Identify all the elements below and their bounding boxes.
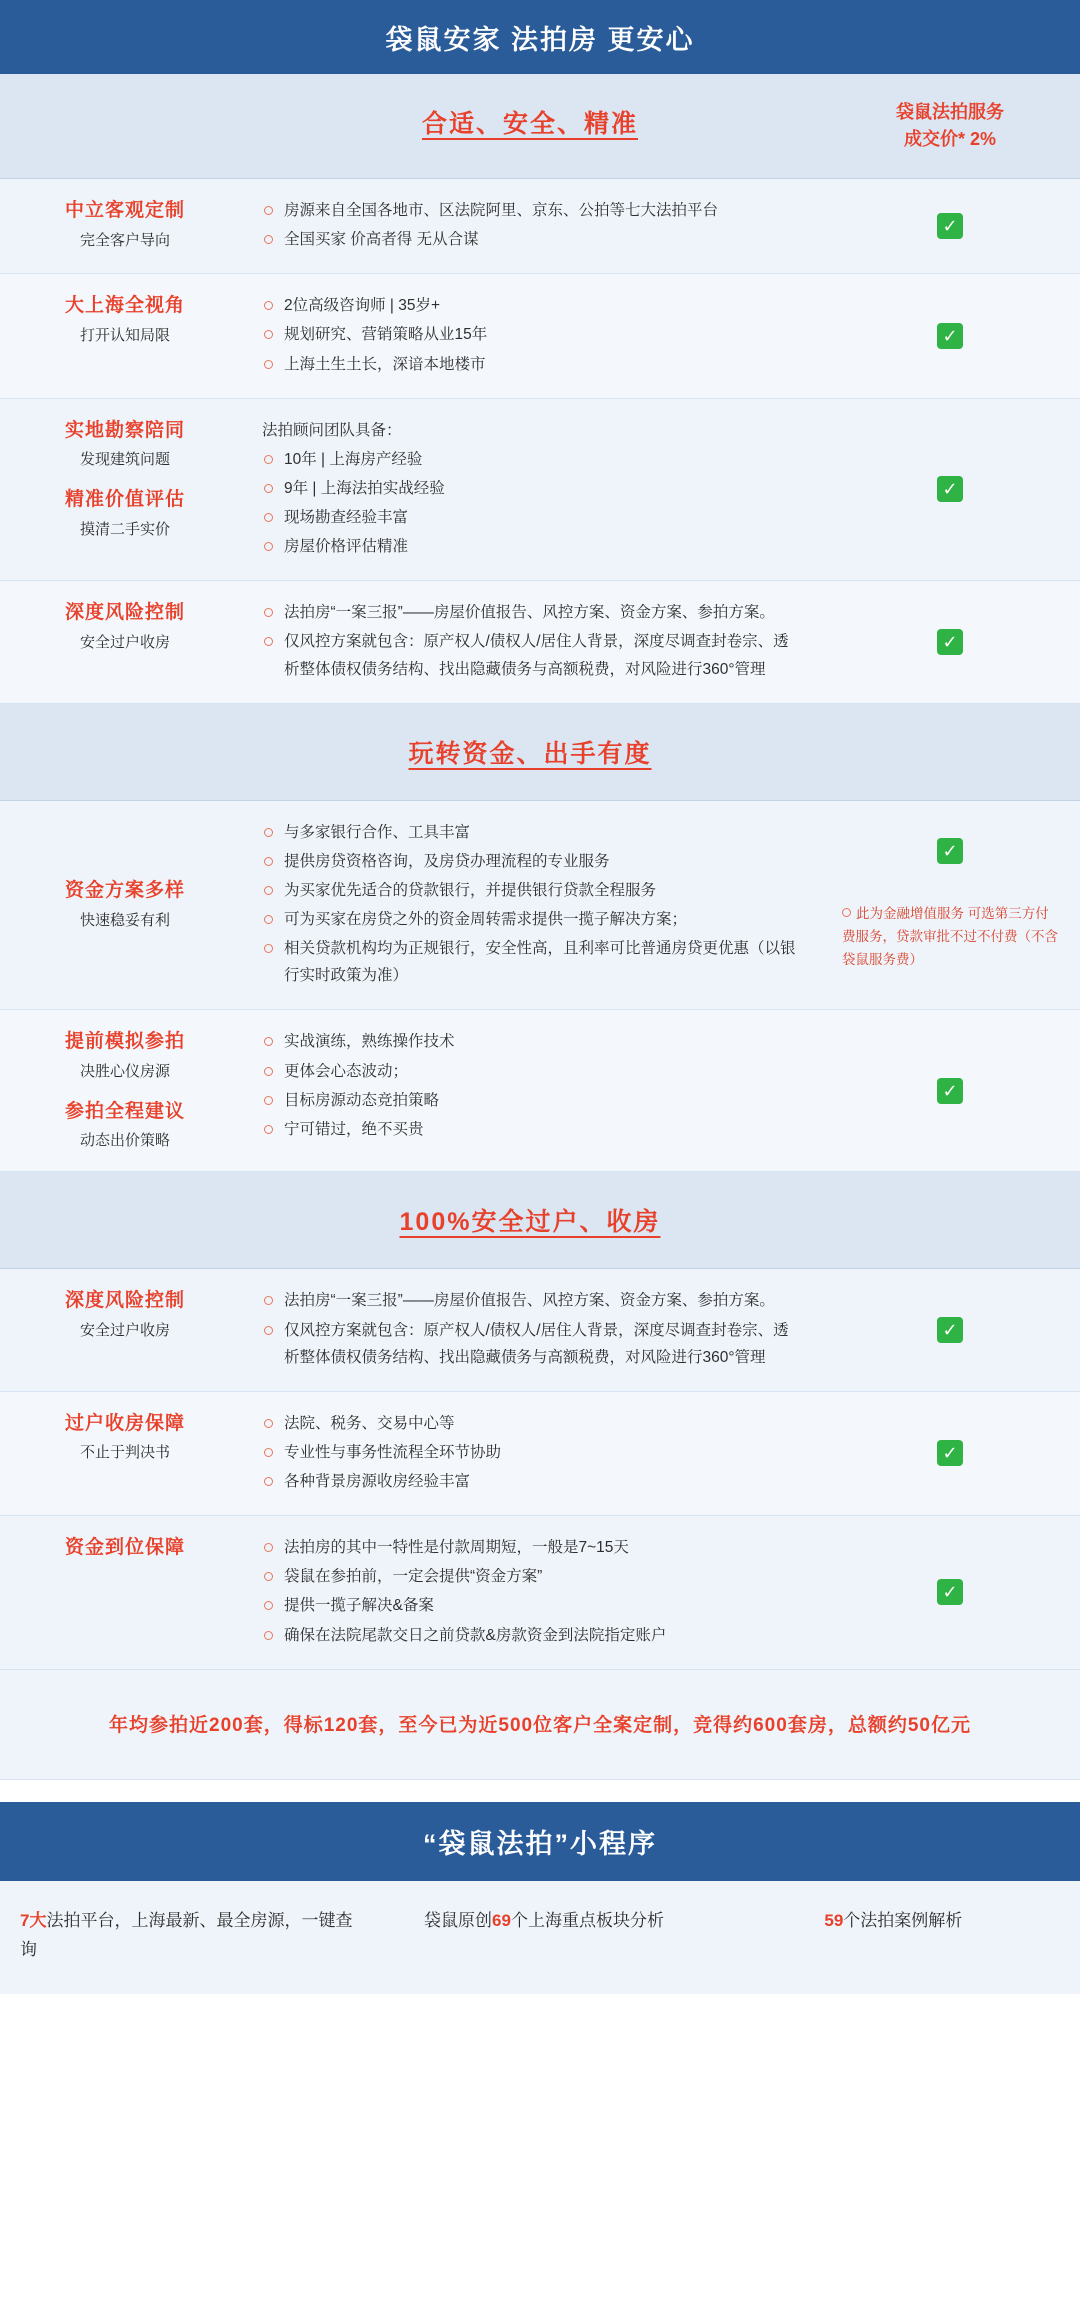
label-main: 实地勘察陪同 xyxy=(64,419,185,441)
list-item: 法拍房的其中一特性是付款周期短，一般是7~15天 xyxy=(262,1534,802,1561)
label-sub: 不止于判决书 xyxy=(79,1444,170,1462)
list-item: 提供一揽子解决&备案 xyxy=(262,1592,802,1619)
bullet-list xyxy=(262,1287,802,1370)
list-item: 房源来自全国各地市、区法院阿里、京东、公拍等七大法拍平台 xyxy=(262,197,802,224)
list-item: 法院、税务、交易中心等 xyxy=(262,1410,802,1437)
row-label-cell xyxy=(0,801,240,1011)
check-icon: ✓ xyxy=(937,323,963,349)
label-block xyxy=(20,1098,230,1154)
footer-platform-text: 法拍平台，上海最新、最全房源，一键查询 xyxy=(20,1910,353,1959)
list-item: 规划研究、营销策略从业15年 xyxy=(262,321,802,348)
label-block xyxy=(20,486,230,542)
bullet-list xyxy=(262,1534,802,1649)
check-icon: ✓ xyxy=(937,213,963,239)
check-icon: ✓ xyxy=(937,476,963,502)
check-icon: ✓ xyxy=(937,629,963,655)
table-row xyxy=(0,179,1080,274)
miniprogram-banner: “袋鼠法拍”小程序 xyxy=(0,1802,1080,1881)
table-row xyxy=(0,1269,1080,1391)
label-main: 中立客观定制 xyxy=(64,200,185,221)
label-sub: 决胜心仪房源 xyxy=(79,1062,170,1080)
row-content-cell xyxy=(240,1516,820,1670)
list-item: 为买家优先适合的贷款银行，并提供银行贷款全程服务 xyxy=(262,877,802,904)
list-item: 2位高级咨询师 | 35岁+ xyxy=(262,292,802,319)
label-sub: 完全客户导向 xyxy=(79,231,170,249)
row-label-cell xyxy=(0,399,240,582)
bullet-list xyxy=(262,819,802,904)
row-label-cell xyxy=(0,1516,240,1670)
bullet-list xyxy=(262,1410,802,1495)
row-content-cell xyxy=(240,399,820,582)
list-item: 可为买家在房贷之外的资金周转需求提供一揽子解决方案； xyxy=(262,906,802,933)
table-row xyxy=(0,581,1080,703)
row-check-cell xyxy=(820,1516,1080,1670)
table-row xyxy=(0,1516,1080,1670)
label-block xyxy=(20,599,230,655)
label-main: 资金到位保障 xyxy=(64,1537,185,1559)
label-block xyxy=(20,197,230,253)
content-lead: 法拍顾问团队具备： xyxy=(262,421,402,439)
list-item: 相关贷款机构均为正规银行，安全性高，且利率可比普通房贷更优惠（以银行实时政策为准） xyxy=(262,935,802,989)
band3-left-spacer xyxy=(0,1172,240,1269)
label-main: 深度风险控制 xyxy=(64,1290,185,1312)
label-main: 参拍全程建议 xyxy=(64,1100,185,1122)
bullet-list-secondary xyxy=(262,906,802,989)
check-icon: ✓ xyxy=(937,838,963,864)
list-item: 10年 | 上海房产经验 xyxy=(262,446,802,473)
footer-blocks-pre: 袋鼠原创 xyxy=(424,1910,493,1930)
list-item: 专业性与事务性流程全环节协助 xyxy=(262,1439,802,1466)
row-content-cell xyxy=(240,1269,820,1391)
table-row xyxy=(0,399,1080,582)
label-sub: 动态出价策略 xyxy=(79,1132,170,1150)
list-item: 仅风控方案就包含：原产权人/债权人/居住人背景，深度尽调查封卷宗、透析整体债权债务结构、找出隐藏债务与高额税费，对风险进行360°管理 xyxy=(262,628,802,682)
footer-cases-post: 个法拍案例解析 xyxy=(843,1910,963,1930)
section-header-1 xyxy=(0,74,1080,179)
band1-left-spacer xyxy=(0,74,240,179)
band2-title: 玩转资金、出手有度 xyxy=(240,704,820,801)
list-item: 宁可错过，绝不买贵 xyxy=(262,1116,802,1143)
row-label-cell xyxy=(0,1392,240,1516)
note-text: 此为金融增值服务 可选第三方付费服务，贷款审批不过不付费（不含袋鼠服务费） xyxy=(842,906,1058,967)
row-check-cell xyxy=(820,179,1080,274)
table-row xyxy=(0,801,1080,1011)
row-check-cell xyxy=(820,1010,1080,1172)
label-sub: 发现建筑问题 xyxy=(79,451,170,469)
label-block xyxy=(20,877,230,933)
row-content-cell xyxy=(240,1010,820,1172)
row-check-cell xyxy=(820,1392,1080,1516)
row-label-cell xyxy=(0,179,240,274)
footer-cell-blocks xyxy=(369,1907,718,1965)
bullet-list xyxy=(262,1028,802,1143)
label-main: 提前模拟参拍 xyxy=(64,1031,185,1053)
label-main: 精准价值评估 xyxy=(64,489,185,511)
row-label-cell xyxy=(0,1269,240,1391)
label-sub: 摸清二手实价 xyxy=(79,520,170,538)
list-item: 9年 | 上海法拍实战经验 xyxy=(262,475,802,502)
label-main: 资金方案多样 xyxy=(64,880,185,902)
footer-blocks-post: 个上海重点板块分析 xyxy=(510,1910,664,1930)
note-bullet-icon xyxy=(842,908,851,917)
row-label-cell xyxy=(0,274,240,398)
price-note-line2: 成交价* 2% xyxy=(903,129,997,149)
row-content-cell xyxy=(240,179,820,274)
table-row xyxy=(0,1392,1080,1516)
row-content-cell xyxy=(240,581,820,703)
bullet-list xyxy=(262,292,802,377)
row-content-cell xyxy=(240,1392,820,1516)
row-content-cell xyxy=(240,801,820,1011)
row-content-cell xyxy=(240,274,820,398)
label-block xyxy=(20,1534,230,1563)
row-label-cell xyxy=(0,581,240,703)
band3-right-spacer xyxy=(820,1172,1080,1269)
label-sub: 安全过户收房 xyxy=(79,1321,170,1339)
list-item: 目标房源动态竞拍策略 xyxy=(262,1087,802,1114)
list-item: 提供房贷资格咨询，及房贷办理流程的专业服务 xyxy=(262,848,802,875)
price-note-line1: 袋鼠法拍服务 xyxy=(896,102,1004,122)
check-icon: ✓ xyxy=(937,1078,963,1104)
label-block xyxy=(20,1410,230,1466)
row-check-cell xyxy=(820,581,1080,703)
bullet-list xyxy=(262,197,802,253)
band3-title: 100%安全过户、收房 xyxy=(240,1172,820,1269)
label-main: 过户收房保障 xyxy=(64,1412,185,1434)
check-icon: ✓ xyxy=(937,1579,963,1605)
table-row xyxy=(0,274,1080,398)
section-header-2 xyxy=(0,704,1080,801)
list-item: 仅风控方案就包含：原产权人/债权人/居住人背景，深度尽调查封卷宗、透析整体债权债务结构、找出隐藏债务与高额税费，对风险进行360°管理 xyxy=(262,1317,802,1371)
label-sub: 快速稳妥有利 xyxy=(79,911,170,929)
check-icon: ✓ xyxy=(937,1440,963,1466)
band1-title: 合适、安全、精准 xyxy=(240,74,820,179)
value-added-note xyxy=(832,903,1068,972)
list-item: 法拍房“一案三报”——房屋价值报告、风控方案、资金方案、参拍方案。 xyxy=(262,599,802,626)
row-check-cell xyxy=(820,1269,1080,1391)
label-main: 大上海全视角 xyxy=(64,295,185,317)
list-item: 现场勘查经验丰富 xyxy=(262,504,802,531)
band2-left-spacer xyxy=(0,704,240,801)
list-item: 袋鼠在参拍前，一定会提供“资金方案” xyxy=(262,1563,802,1590)
footer-cases-count: 59 xyxy=(824,1910,844,1930)
footer-cell-platforms xyxy=(12,1907,369,1965)
summary-statement: 年均参拍近200套，得标120套，至今已为近500位客户全案定制，竞得约600套房，总额约50亿元 xyxy=(0,1670,1080,1780)
row-check-cell xyxy=(820,399,1080,582)
section-header-3 xyxy=(0,1172,1080,1269)
list-item: 更体会心态波动； xyxy=(262,1058,802,1085)
row-label-cell xyxy=(0,1010,240,1172)
check-icon: ✓ xyxy=(937,1317,963,1343)
label-block xyxy=(20,292,230,348)
label-block xyxy=(20,417,230,473)
list-item: 上海土生土长，深谙本地楼市 xyxy=(262,351,802,378)
page-title: 袋鼠安家 法拍房 更安心 xyxy=(0,0,1080,74)
band2-right-spacer xyxy=(820,704,1080,801)
footer-platform-count: 7大 xyxy=(20,1910,47,1930)
list-item: 房屋价格评估精准 xyxy=(262,533,802,560)
bullet-list xyxy=(262,599,802,682)
bullet-list xyxy=(262,446,802,561)
list-item: 实战演练，熟练操作技术 xyxy=(262,1028,802,1055)
list-item: 法拍房“一案三报”——房屋价值报告、风控方案、资金方案、参拍方案。 xyxy=(262,1287,802,1314)
footer xyxy=(0,1881,1080,1995)
label-main: 深度风险控制 xyxy=(64,602,185,624)
list-item: 全国买家 价高者得 无从合谋 xyxy=(262,226,802,253)
list-item: 与多家银行合作、工具丰富 xyxy=(262,819,802,846)
label-block xyxy=(20,1287,230,1343)
row-check-cell xyxy=(820,274,1080,398)
list-item: 各种背景房源收房经验丰富 xyxy=(262,1468,802,1495)
footer-cell-cases xyxy=(719,1907,1068,1965)
label-sub: 打开认知局限 xyxy=(79,326,170,344)
label-sub: 安全过户收房 xyxy=(79,633,170,651)
footer-blocks-count: 69 xyxy=(492,1910,511,1930)
label-block xyxy=(20,1028,230,1084)
price-note xyxy=(820,74,1080,179)
list-item: 确保在法院尾款交日之前贷款&房款资金到法院指定账户 xyxy=(262,1622,802,1649)
table-row xyxy=(0,1010,1080,1172)
row-check-cell xyxy=(820,801,1080,1011)
